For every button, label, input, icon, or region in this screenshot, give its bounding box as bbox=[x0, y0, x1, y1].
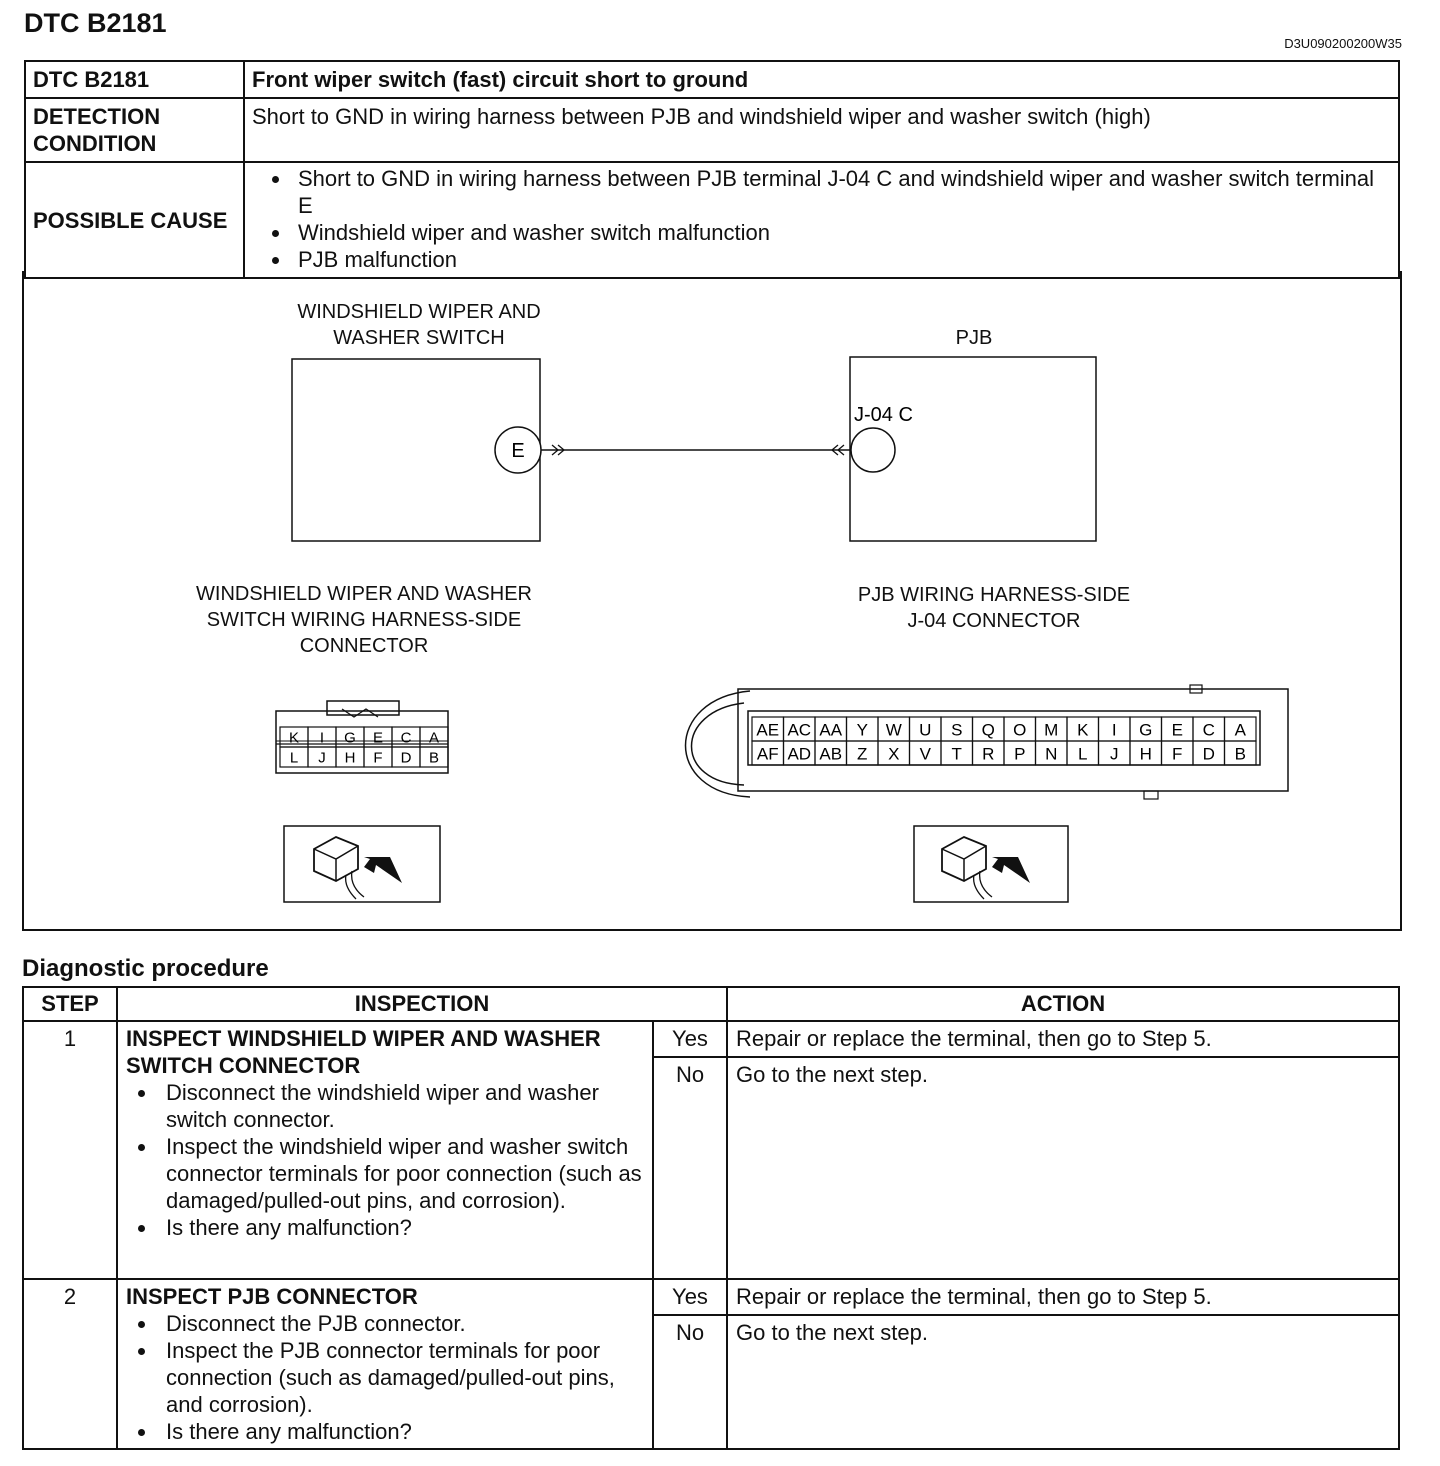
switch-pin-label: L bbox=[289, 749, 299, 767]
pjb-pin-label: W bbox=[885, 720, 902, 740]
switch-connector-title-line: SWITCH WIRING HARNESS-SIDE bbox=[206, 609, 522, 631]
pjb-connector-pins bbox=[752, 717, 1256, 765]
step-number: 1 bbox=[23, 1021, 117, 1279]
switch-connector-title-line: CONNECTOR bbox=[299, 635, 429, 657]
switch-pin-label: E bbox=[372, 729, 384, 747]
document-code: D3U090200200W35 bbox=[1284, 36, 1402, 51]
pjb-pin-label: K bbox=[1077, 720, 1089, 740]
pjb-pin-label: S bbox=[951, 720, 963, 740]
inspection-heading: INSPECT PJB CONNECTOR bbox=[126, 1284, 418, 1309]
pjb-pin-label: F bbox=[1172, 744, 1183, 764]
pjb-pin-label: Y bbox=[856, 720, 868, 740]
pjb-pin-label: R bbox=[982, 744, 995, 764]
inspection-header: INSPECTION bbox=[117, 987, 727, 1021]
switch-title-line: WASHER SWITCH bbox=[333, 327, 505, 349]
cause-item: • Windshield wiper and washer switch malfunction bbox=[292, 219, 1391, 246]
pjb-pin-label: AA bbox=[819, 720, 843, 740]
pjb-pin-label: Q bbox=[981, 720, 995, 740]
switch-pin-label: F bbox=[373, 749, 383, 767]
possible-cause-row bbox=[25, 162, 1399, 278]
harness-side-icon-pjb bbox=[914, 826, 1068, 902]
yes-label: Yes bbox=[653, 1021, 727, 1057]
step-header: STEP bbox=[23, 987, 117, 1021]
pjb-pin-label: M bbox=[1044, 720, 1059, 740]
inspection-bullet: • Disconnect the windshield wiper and washer switch connector. bbox=[158, 1079, 644, 1133]
pjb-pin-label: Z bbox=[857, 744, 868, 764]
pjb-pin-label: X bbox=[888, 744, 900, 764]
switch-pin-label: K bbox=[288, 729, 300, 747]
terminal-j04c-circle bbox=[851, 428, 895, 472]
arrow-icon bbox=[992, 857, 1030, 883]
page-title: DTC B2181 bbox=[24, 8, 167, 38]
dtc-table bbox=[24, 60, 1400, 279]
inspection-bullet: • Is there any malfunction? bbox=[158, 1418, 644, 1445]
switch-connector-face bbox=[276, 701, 448, 773]
dtc-code-label: DTC B2181 bbox=[25, 61, 244, 98]
pjb-pin-label: AE bbox=[756, 720, 780, 740]
pjb-pin-label: C bbox=[1202, 720, 1215, 740]
switch-pin-label: J bbox=[318, 749, 326, 767]
yes-action: Repair or replace the terminal, then go to Step 5. bbox=[727, 1021, 1399, 1057]
switch-connector-title-line: WINDSHIELD WIPER AND WASHER bbox=[196, 583, 532, 605]
pjb-pin-label: N bbox=[1045, 744, 1058, 764]
step-number: 2 bbox=[23, 1279, 117, 1449]
inspection-heading: INSPECT WINDSHIELD WIPER AND WASHER SWITCH CONNECTOR bbox=[126, 1026, 601, 1078]
possible-cause-label: POSSIBLE CAUSE bbox=[25, 162, 244, 278]
no-action: Go to the next step. bbox=[727, 1057, 1399, 1279]
pjb-pin-label: G bbox=[1139, 720, 1153, 740]
procedure-header-row bbox=[23, 987, 1399, 1021]
pjb-pin-label: U bbox=[919, 720, 932, 740]
pjb-pin-label: H bbox=[1139, 744, 1152, 764]
dtc-row bbox=[25, 61, 1399, 98]
inspection-bullet: • Is there any malfunction? bbox=[158, 1214, 644, 1241]
pjb-connector-title-line: J-04 CONNECTOR bbox=[907, 610, 1081, 632]
wiring-schematic bbox=[24, 271, 1400, 929]
pjb-pin-label: T bbox=[951, 744, 962, 764]
no-label: No bbox=[653, 1057, 727, 1279]
procedure-table bbox=[22, 986, 1400, 1450]
yes-action: Repair or replace the terminal, then go to Step 5. bbox=[727, 1279, 1399, 1315]
switch-pin-label: B bbox=[428, 749, 440, 767]
inspection-bullet: • Inspect the PJB connector terminals for poor connection (such as damaged/pulled-out pins, and corrosion). bbox=[158, 1337, 644, 1418]
wiring-diagram-panel bbox=[22, 271, 1402, 931]
inspection-cell bbox=[117, 1021, 653, 1279]
switch-pin-label: C bbox=[400, 729, 412, 747]
yes-label: Yes bbox=[653, 1279, 727, 1315]
procedure-step-row bbox=[23, 1021, 1399, 1057]
pjb-pin-label: J bbox=[1110, 744, 1119, 764]
pjb-pin-label: I bbox=[1111, 720, 1117, 740]
pjb-box-title: PJB bbox=[955, 327, 993, 349]
switch-title-line: WINDSHIELD WIPER AND bbox=[297, 301, 541, 323]
pjb-pin-label: AD bbox=[787, 744, 812, 764]
detection-row bbox=[25, 98, 1399, 162]
dtc-code-description: Front wiper switch (fast) circuit short to ground bbox=[244, 61, 1399, 98]
cause-item: • PJB malfunction bbox=[292, 246, 1391, 273]
possible-cause-list bbox=[244, 162, 1399, 278]
pjb-pin-label: AB bbox=[819, 744, 843, 764]
diagnostic-procedure-title: Diagnostic procedure bbox=[22, 955, 269, 982]
terminal-e-label: E bbox=[511, 440, 525, 462]
pjb-pin-label: AF bbox=[756, 744, 779, 764]
switch-pin-label: H bbox=[344, 749, 356, 767]
pjb-pin-label: V bbox=[919, 744, 931, 764]
detection-value: Short to GND in wiring harness between PJB and windshield wiper and washer switch (high) bbox=[244, 98, 1399, 162]
switch-pin-label: G bbox=[344, 729, 356, 747]
pjb-pin-label: O bbox=[1013, 720, 1027, 740]
procedure-step-row bbox=[23, 1279, 1399, 1315]
action-header: ACTION bbox=[727, 987, 1399, 1021]
arrow-icon bbox=[364, 857, 402, 883]
pjb-pin-label: P bbox=[1014, 744, 1026, 764]
pjb-pin-label: L bbox=[1078, 744, 1088, 764]
pjb-pin-label: D bbox=[1202, 744, 1215, 764]
pjb-connector-face bbox=[686, 685, 1289, 799]
inspection-cell bbox=[117, 1279, 653, 1449]
pjb-pin-label: A bbox=[1234, 720, 1246, 740]
switch-pin-label: I bbox=[319, 729, 325, 747]
pjb-pin-label: B bbox=[1234, 744, 1246, 764]
pjb-pin-label: AC bbox=[787, 720, 812, 740]
no-label: No bbox=[653, 1315, 727, 1449]
harness-side-icon-switch bbox=[284, 826, 440, 902]
no-action: Go to the next step. bbox=[727, 1315, 1399, 1449]
inspection-bullet: • Inspect the windshield wiper and washer switch connector terminals for poor connection (such as damaged/pulled-out pins, and corrosion). bbox=[158, 1133, 644, 1214]
switch-connector-pins bbox=[280, 727, 448, 767]
detection-label: DETECTION CONDITION bbox=[25, 98, 244, 162]
switch-pin-label: D bbox=[400, 749, 412, 767]
switch-pin-label: A bbox=[428, 729, 440, 747]
terminal-j04c-label: J-04 C bbox=[854, 404, 913, 426]
pjb-pin-label: E bbox=[1171, 720, 1183, 740]
pjb-connector-title-line: PJB WIRING HARNESS-SIDE bbox=[857, 584, 1131, 606]
cause-item: • Short to GND in wiring harness between PJB terminal J-04 C and windshield wiper and washer switch terminal E bbox=[292, 165, 1391, 219]
inspection-bullet: • Disconnect the PJB connector. bbox=[158, 1310, 644, 1337]
